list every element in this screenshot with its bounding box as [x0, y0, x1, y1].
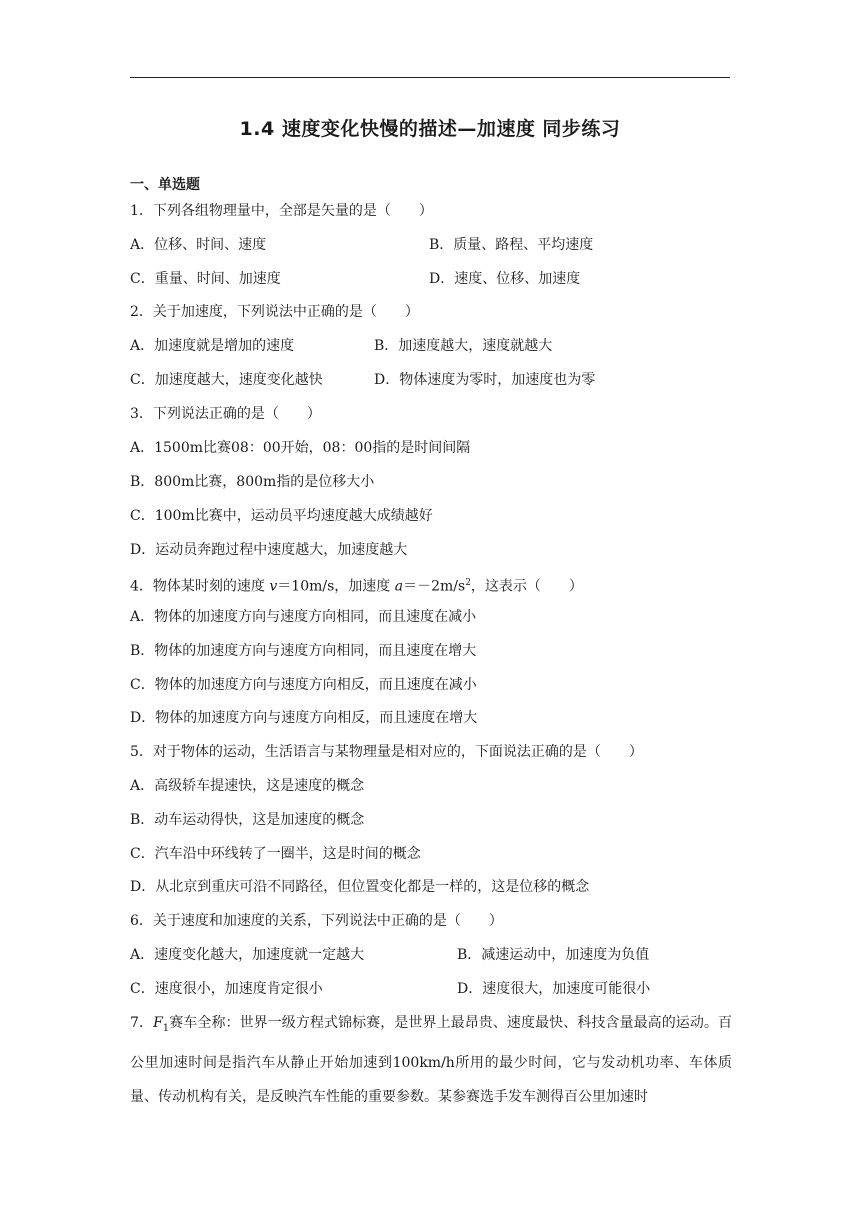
question-5-option-b: B．动车运动得快，这是加速度的概念	[130, 812, 365, 828]
question-3-option-a: A．1500m比赛08：00开始，08：00指的是时间间隔	[130, 440, 471, 456]
page-title: 1.4 速度变化快慢的描述—加速度 同步练习	[239, 118, 621, 140]
question-3-option-c: C．100m比赛中，运动员平均速度越大成绩越好	[130, 508, 433, 524]
question-3-stem: 3．下列说法正确的是（ ）	[130, 406, 321, 422]
acceleration-symbol: a	[394, 578, 404, 595]
question-6-option-d: D．速度很大，加速度可能很小	[457, 981, 651, 997]
question-4-option-b: B．物体的加速度方向与速度方向相同，而且速度在增大	[130, 643, 477, 659]
question-4-option-d: D．物体的加速度方向与速度方向相反，而且速度在增大	[130, 710, 478, 726]
question-4-option-a: A．物体的加速度方向与速度方向相同，而且速度在减小	[130, 609, 477, 625]
question-5-option-d: D．从北京到重庆可沿不同路径，但位置变化都是一样的，这是位移的概念	[130, 879, 590, 895]
question-5-option-a: A．高级轿车提速快，这是速度的概念	[130, 778, 365, 794]
question-6-option-c: C．速度很小，加速度肯定很小	[130, 981, 323, 997]
question-2-option-c: C．加速度越大，速度变化越快	[130, 372, 323, 388]
section-heading: 一、单选题	[130, 177, 200, 193]
header-rule	[130, 77, 730, 78]
question-2-stem: 2．关于加速度，下列说法中正确的是（ ）	[130, 304, 419, 320]
question-3-option-d: D．运动员奔跑过程中速度越大，加速度越大	[130, 542, 408, 558]
question-3-option-b: B．800m比赛，800m指的是位移大小	[130, 474, 375, 490]
question-2-option-a: A．加速度就是增加的速度	[130, 338, 295, 354]
question-4-option-c: C．物体的加速度方向与速度方向相反，而且速度在减小	[130, 677, 477, 693]
question-5-option-c: C．汽车沿中环线转了一圈半，这是时间的概念	[130, 846, 421, 862]
question-1-option-b: B．质量、路程、平均速度	[429, 237, 594, 253]
question-4-stem: 4．物体某时刻的速度 v＝10m/s，加速度 $a=-2m/s^2$，这表示（ ）	[130, 578, 583, 595]
question-1-option-d: D．速度、位移、加速度	[429, 271, 581, 287]
question-2-option-d: D．物体速度为零时，加速度也为零	[374, 372, 596, 388]
question-1-option-c: C．重量、时间、加速度	[130, 271, 281, 287]
question-1-option-a: A．位移、时间、速度	[130, 237, 267, 253]
question-7-stem: 7．$F_1$赛车全称：世界一级方程式锦标赛，是世界上最昂贵、速度最快、科技含量最高的运动。百公里加速时间是指汽车从静止开始加速到100km/h所用的最少时间，它与发动机功率、车体质量、传动机构有关，是反映汽车性能的重要参数。某参赛选手发车测得百公里加速时	[130, 1015, 732, 1105]
question-2-option-b: B．加速度越大，速度就越大	[374, 338, 553, 354]
question-1-stem: 1．下列各组物理量中，全部是矢量的是（ ）	[130, 203, 433, 219]
velocity-symbol: v	[269, 578, 278, 595]
f1-symbol: F	[153, 1015, 163, 1031]
question-6-option-a: A．速度变化越大，加速度就一定越大	[130, 947, 365, 963]
question-5-stem: 5．对于物体的运动，生活语言与某物理量是相对应的，下面说法正确的是（ ）	[130, 744, 643, 760]
question-6-stem: 6．关于速度和加速度的关系，下列说法中正确的是（ ）	[130, 913, 503, 929]
question-6-option-b: B．减速运动中，加速度为负值	[457, 947, 650, 963]
